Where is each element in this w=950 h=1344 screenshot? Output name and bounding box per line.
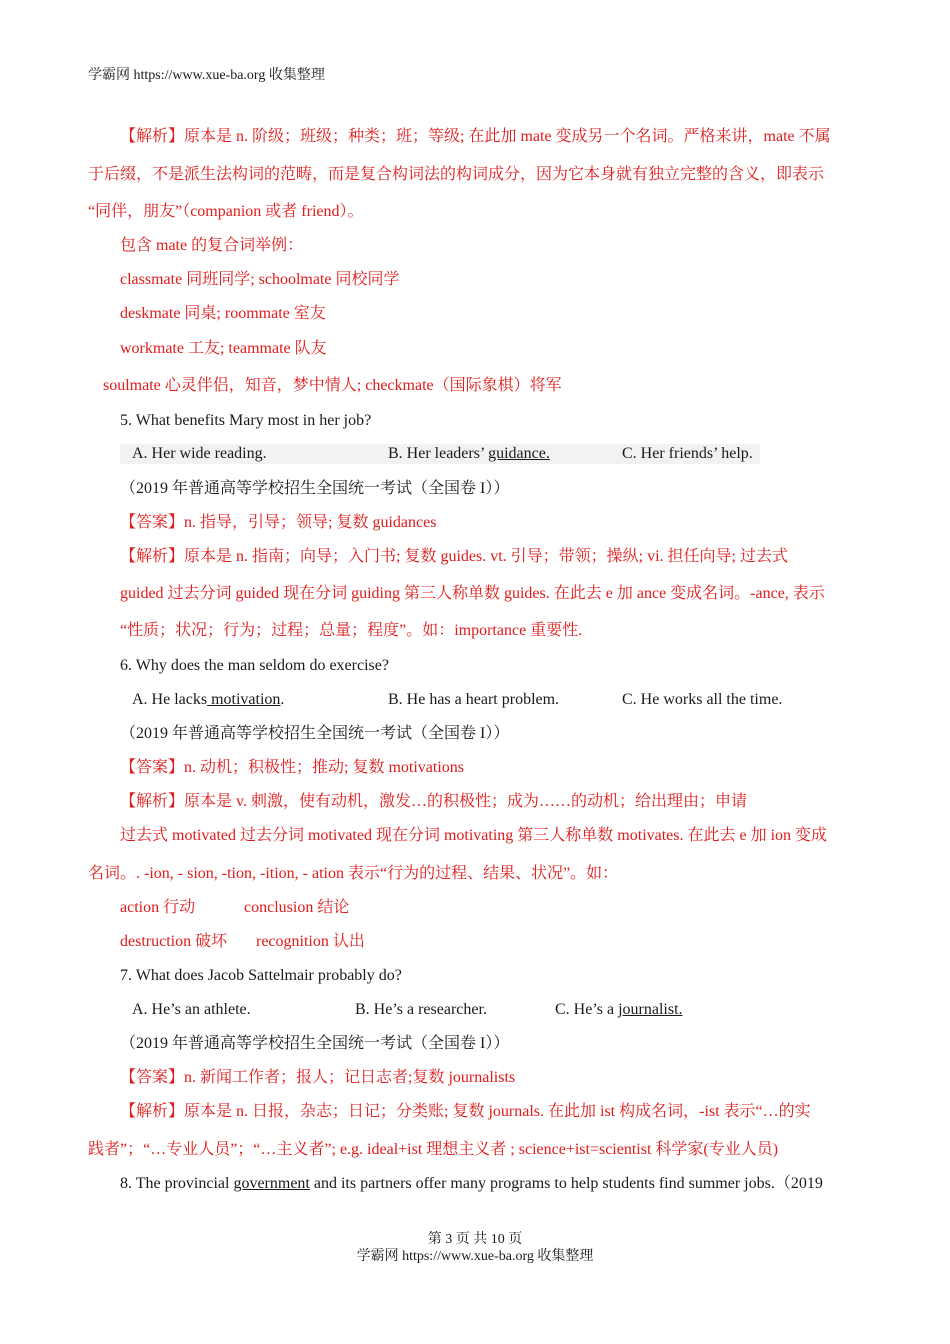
question-7: 7. What does Jacob Sattelmair probably do?: [120, 967, 402, 984]
analysis-line: 过去式 motivated 过去分词 motivated 现在分词 motivating 第三人称单数 motivates. 在此去 e 加 ion 变成: [120, 827, 828, 844]
analysis-line: 名词。. -ion, - sion, -tion, -ition, - ation 表示“行为的过程、结果、状况”。如：: [88, 865, 619, 882]
analysis-line: 于后缀，不是派生法构词的范畴，而是复合构词法的构词成分，因为它本身就有独立完整的含义，即表示: [88, 166, 825, 183]
option-a: A. He lacks motivation.: [132, 691, 285, 708]
source-line: （2019 年普通高等学校招生全国统一考试（全国卷 I））: [120, 1035, 510, 1052]
page-footer: 学霸网 https://www.xue-ba.org 收集整理: [356, 1249, 594, 1264]
vocab-word: government: [233, 1175, 310, 1192]
question-8: 8. The provincial government and its partners offer many programs to help students find summer jobs.（2019: [120, 1175, 823, 1192]
analysis-line: guided 过去分词 guided 现在分词 guiding 第三人称单数 guides. 在此去 e 加 ance 变成名词。-ance, 表示: [120, 585, 825, 602]
analysis-line: 【解析】原本是 n. 日报，杂志；日记；分类账; 复数 journals. 在此加 ist 构成名词，-ist 表示“…的实: [120, 1103, 811, 1120]
option-b: B. Her leaders’ guidance.: [388, 445, 550, 462]
options-row-5: [120, 444, 760, 464]
option-b: B. He’s a researcher.: [355, 1001, 487, 1018]
analysis-line: “性质；状况；行为；过程；总量；程度”。如：importance 重要性.: [120, 622, 583, 639]
analysis-line: 【解析】原本是 v. 刺激，使有动机，激发…的积极性；成为……的动机；给出理由；申请: [120, 793, 747, 810]
option-a: A. He’s an athlete.: [132, 1001, 251, 1018]
option-c: C. He works all the time.: [622, 691, 783, 708]
analysis-line: 【解析】原本是 n. 阶级；班级；种类；班；等级; 在此加 mate 变成另一个名词。严格来讲，mate 不属: [120, 128, 831, 145]
example-line: workmate 工友; teammate 队友: [120, 340, 327, 357]
answer-line: 【答案】n. 指导，引导；领导; 复数 guidances: [120, 514, 437, 531]
example-word: recognition 认出: [256, 933, 365, 950]
option-a: A. Her wide reading.: [132, 445, 267, 462]
source-line: （2019 年普通高等学校招生全国统一考试（全国卷 I））: [120, 480, 510, 497]
option-c: C. He’s a journalist.: [555, 1001, 683, 1018]
examples-title: 包含 mate 的复合词举例：: [120, 237, 304, 254]
option-b: B. He has a heart problem.: [388, 691, 560, 708]
page-header: 学霸网 https://www.xue-ba.org 收集整理: [88, 68, 325, 83]
example-line: soulmate 心灵伴侣，知音，梦中情人; checkmate（国际象棋）将军: [103, 377, 562, 394]
example-line: deskmate 同桌; roommate 室友: [120, 305, 326, 322]
source-line: （2019 年普通高等学校招生全国统一考试（全国卷 I））: [120, 725, 510, 742]
page-number: 第 3 页 共 10 页: [427, 1232, 523, 1247]
example-word: action 行动: [120, 899, 196, 916]
answer-line: 【答案】n. 新闻工作者；报人；记日志者;复数 journalists: [120, 1069, 516, 1086]
vocab-word: journalist.: [618, 1001, 683, 1018]
question-6: 6. Why does the man seldom do exercise?: [120, 657, 389, 674]
analysis-line: 【解析】原本是 n. 指南；向导；入门书; 复数 guides. vt. 引导；带领；操纵; vi. 担任向导; 过去式: [120, 548, 789, 565]
vocab-word: motivation: [207, 691, 281, 708]
option-c: C. Her friends’ help.: [622, 445, 753, 462]
vocab-word: guidance.: [488, 445, 550, 462]
example-word: destruction 破坏: [120, 933, 228, 950]
analysis-line: 践者”；“…专业人员”；“…主义者”; e.g. ideal+ist 理想主义者 ; science+ist=scientist 科学家(专业人员): [88, 1141, 779, 1158]
example-line: classmate 同班同学; schoolmate 同校同学: [120, 271, 400, 288]
example-word: conclusion 结论: [244, 899, 350, 916]
question-5: 5. What benefits Mary most in her job?: [120, 412, 372, 429]
analysis-line: “同伴，朋友”（companion 或者 friend）。: [88, 203, 364, 220]
answer-line: 【答案】n. 动机；积极性；推动; 复数 motivations: [120, 759, 465, 776]
